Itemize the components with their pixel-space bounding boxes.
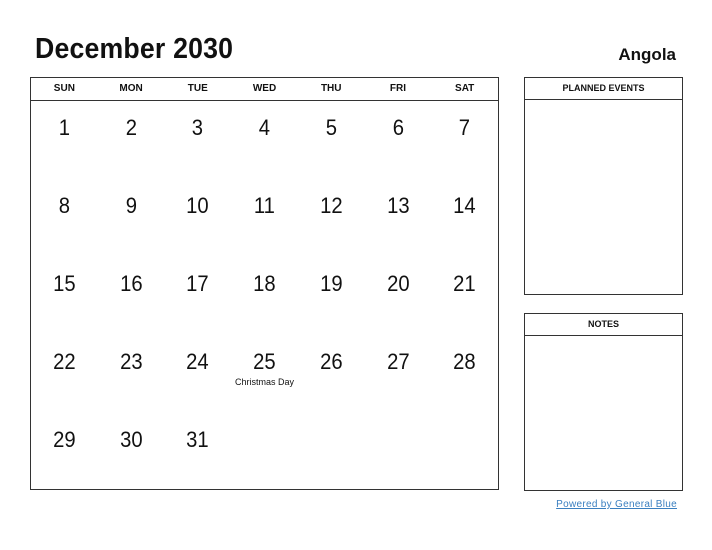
day-number: 31 — [186, 427, 210, 452]
week-row — [31, 179, 498, 257]
day-cell — [365, 257, 432, 335]
day-number: 10 — [186, 193, 210, 218]
day-cell — [164, 257, 231, 335]
calendar-grid — [30, 77, 499, 490]
dow-wed: WED — [252, 83, 277, 94]
day-cell — [164, 335, 231, 413]
day-cell — [298, 257, 365, 335]
day-cell — [164, 413, 231, 491]
day-number: 20 — [386, 271, 410, 296]
day-cell — [31, 413, 98, 491]
calendar-weeks — [31, 101, 498, 491]
day-number: 17 — [186, 271, 210, 296]
dow-sat: SAT — [455, 83, 475, 94]
day-cell — [31, 179, 98, 257]
page-title: December 2030 — [35, 33, 234, 65]
week-row — [31, 413, 498, 491]
day-number: 22 — [53, 349, 76, 374]
day-number: 24 — [186, 349, 210, 374]
day-number: 3 — [192, 115, 204, 140]
powered-by-link[interactable]: Powered by General Blue — [556, 499, 677, 510]
planned-events-header: PLANNED EVENTS — [525, 78, 682, 100]
day-number: 9 — [125, 193, 137, 218]
dow-mon: MON — [119, 83, 143, 94]
day-cell — [164, 101, 231, 179]
day-cell — [431, 335, 498, 413]
country-label: Angola — [618, 45, 676, 64]
day-cell — [298, 179, 365, 257]
day-number: 14 — [453, 193, 476, 218]
week-row — [31, 101, 498, 179]
notes-header: NOTES — [525, 314, 682, 336]
holiday-label: Christmas Day — [235, 377, 295, 387]
day-number: 16 — [119, 271, 143, 296]
day-number: 5 — [325, 115, 337, 140]
day-cell — [31, 101, 98, 179]
day-number: 15 — [53, 271, 76, 296]
dow-sun: SUN — [53, 83, 75, 94]
day-number: 1 — [58, 115, 70, 140]
dow-thu: THU — [320, 83, 342, 94]
day-cell — [365, 179, 432, 257]
dow-fri: FRI — [389, 83, 406, 94]
day-number: 28 — [453, 349, 476, 374]
day-cell — [231, 413, 298, 491]
day-cell — [298, 413, 365, 491]
day-number: 4 — [258, 115, 271, 140]
day-of-week-header — [31, 78, 498, 101]
day-cell — [365, 413, 432, 491]
day-number: 23 — [119, 349, 143, 374]
day-number: 29 — [53, 427, 76, 452]
day-cell — [298, 101, 365, 179]
day-cell — [431, 101, 498, 179]
day-number: 13 — [386, 193, 410, 218]
day-cell — [431, 257, 498, 335]
day-number: 26 — [319, 349, 343, 374]
day-cell — [98, 257, 165, 335]
day-number: 6 — [392, 115, 404, 140]
day-cell — [431, 179, 498, 257]
day-number: 8 — [58, 193, 70, 218]
day-cell — [231, 257, 298, 335]
day-number: 18 — [253, 271, 276, 296]
day-cell — [98, 413, 165, 491]
day-number: 25 — [253, 349, 276, 374]
week-row — [31, 257, 498, 335]
planned-events-box — [524, 77, 683, 295]
day-cell — [31, 335, 98, 413]
day-cell — [431, 413, 498, 491]
dow-tue: TUE — [187, 83, 208, 94]
day-cell — [365, 335, 432, 413]
day-cell — [164, 179, 231, 257]
day-number: 19 — [319, 271, 343, 296]
day-number: 2 — [125, 115, 137, 140]
day-number: 30 — [119, 427, 143, 452]
day-cell — [98, 179, 165, 257]
day-number: 12 — [319, 193, 343, 218]
day-number: 21 — [453, 271, 476, 296]
day-cell — [298, 335, 365, 413]
day-cell — [31, 257, 98, 335]
notes-box — [524, 313, 683, 491]
day-number: 7 — [459, 115, 471, 140]
day-cell — [231, 179, 298, 257]
day-cell — [365, 101, 432, 179]
day-number: 11 — [254, 193, 276, 218]
week-row — [31, 335, 498, 413]
day-cell — [231, 335, 298, 413]
day-cell — [98, 101, 165, 179]
day-number: 27 — [386, 349, 410, 374]
day-cell — [98, 335, 165, 413]
day-cell — [231, 101, 298, 179]
